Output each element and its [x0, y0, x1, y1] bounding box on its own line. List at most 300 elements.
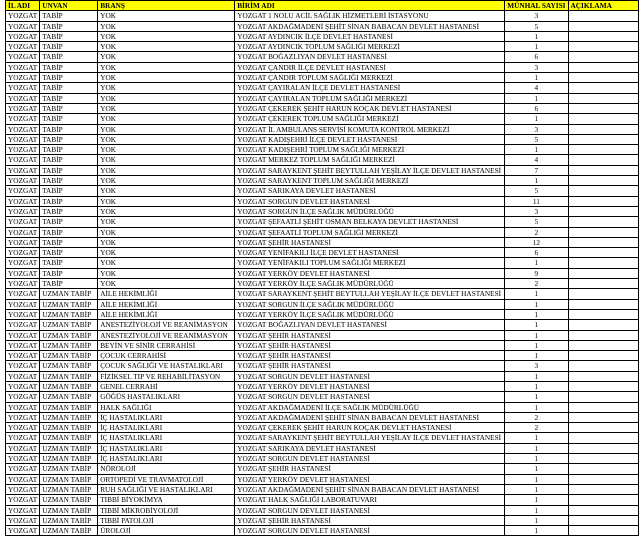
cell-birim-adi: YOZGAT ÇEKEREK ŞEHİT HARUN KOÇAK DEVLET HASTANESİ	[235, 423, 505, 433]
cell-il-adi: YOZGAT	[6, 237, 40, 247]
cell-aciklama	[568, 155, 638, 165]
cell-brans: İÇ HASTALIKLARI	[98, 443, 235, 453]
table-row	[6, 495, 639, 505]
cell-aciklama	[568, 237, 638, 247]
cell-il-adi: YOZGAT	[6, 155, 40, 165]
cell-brans: YOK	[98, 248, 235, 258]
cell-aciklama	[568, 258, 638, 268]
cell-munhal-sayisi: 1	[505, 258, 568, 268]
table-row	[6, 93, 639, 103]
cell-il-adi: YOZGAT	[6, 206, 40, 216]
cell-brans: YOK	[98, 279, 235, 289]
cell-aciklama	[568, 474, 638, 484]
cell-aciklama	[568, 330, 638, 340]
cell-birim-adi: YOZGAT ŞEHİR HASTANESİ	[235, 361, 505, 371]
cell-brans: TIBBİ MİKROBİYOLOJİ	[98, 505, 235, 515]
table-row	[6, 124, 639, 134]
cell-aciklama	[568, 52, 638, 62]
cell-munhal-sayisi: 1	[505, 505, 568, 515]
table-row	[6, 412, 639, 422]
cell-brans: ORTOPEDİ VE TRAVMATOLOJİ	[98, 474, 235, 484]
cell-brans: YOK	[98, 124, 235, 134]
cell-unvan: UZMAN TABİP	[40, 309, 98, 319]
cell-munhal-sayisi: 3	[505, 11, 568, 21]
table-row	[6, 237, 639, 247]
cell-birim-adi: YOZGAT SARAYKENT ŞEHİT BEYTULLAH YEŞİLAY İLÇE DEVLET HASTANESİ	[235, 289, 505, 299]
cell-unvan: TABİP	[40, 83, 98, 93]
cell-munhal-sayisi: 2	[505, 227, 568, 237]
cell-birim-adi: YOZGAT YERKÖY İLÇE SAĞLIK MÜDÜRLÜĞÜ	[235, 279, 505, 289]
table-row	[6, 186, 639, 196]
cell-aciklama	[568, 423, 638, 433]
cell-brans: YOK	[98, 165, 235, 175]
cell-unvan: UZMAN TABİP	[40, 392, 98, 402]
cell-unvan: TABİP	[40, 258, 98, 268]
cell-birim-adi: YOZGAT SARIKAYA DEVLET HASTANESİ	[235, 443, 505, 453]
cell-munhal-sayisi: 3	[505, 361, 568, 371]
table-row	[6, 484, 639, 494]
cell-unvan: UZMAN TABİP	[40, 289, 98, 299]
cell-munhal-sayisi: 1	[505, 73, 568, 83]
cell-unvan: UZMAN TABİP	[40, 299, 98, 309]
cell-birim-adi: YOZGAT SORGUN DEVLET HASTANESİ	[235, 526, 505, 536]
cell-brans: YOK	[98, 196, 235, 206]
cell-munhal-sayisi: 5	[505, 134, 568, 144]
cell-munhal-sayisi: 1	[505, 402, 568, 412]
cell-unvan: UZMAN TABİP	[40, 412, 98, 422]
cell-munhal-sayisi: 1	[505, 299, 568, 309]
cell-munhal-sayisi: 6	[505, 52, 568, 62]
table-row	[6, 505, 639, 515]
cell-il-adi: YOZGAT	[6, 196, 40, 206]
cell-aciklama	[568, 103, 638, 113]
cell-unvan: TABİP	[40, 52, 98, 62]
header-munhal-sayisi: MÜNHAL SAYISI	[505, 1, 568, 11]
cell-il-adi: YOZGAT	[6, 392, 40, 402]
cell-birim-adi: YOZGAT SORGUN İLÇE SAĞLIK MÜDÜRLÜĞÜ	[235, 206, 505, 216]
cell-aciklama	[568, 433, 638, 443]
table-row	[6, 402, 639, 412]
cell-brans: AİLE HEKİMLİĞİ	[98, 309, 235, 319]
cell-unvan: UZMAN TABİP	[40, 371, 98, 381]
cell-unvan: UZMAN TABİP	[40, 526, 98, 536]
cell-munhal-sayisi: 6	[505, 103, 568, 113]
cell-brans: YOK	[98, 206, 235, 216]
cell-brans: YOK	[98, 237, 235, 247]
cell-unvan: TABİP	[40, 62, 98, 72]
cell-munhal-sayisi: 1	[505, 340, 568, 350]
cell-il-adi: YOZGAT	[6, 402, 40, 412]
table-row	[6, 340, 639, 350]
table-row	[6, 165, 639, 175]
cell-birim-adi: YOZGAT ŞEFAATLİ ŞEHİT OSMAN BELKAYA DEVLET HASTANESİ	[235, 217, 505, 227]
cell-unvan: UZMAN TABİP	[40, 443, 98, 453]
cell-aciklama	[568, 392, 638, 402]
cell-aciklama	[568, 340, 638, 350]
cell-brans: YOK	[98, 227, 235, 237]
cell-birim-adi: YOZGAT SORGUN DEVLET HASTANESİ	[235, 454, 505, 464]
cell-munhal-sayisi: 1	[505, 464, 568, 474]
table-row	[6, 299, 639, 309]
cell-unvan: UZMAN TABİP	[40, 515, 98, 525]
cell-unvan: TABİP	[40, 73, 98, 83]
cell-unvan: UZMAN TABİP	[40, 402, 98, 412]
cell-unvan: TABİP	[40, 134, 98, 144]
header-il-adi: İL ADI	[6, 1, 40, 11]
cell-birim-adi: YOZGAT SORGUN DEVLET HASTANESİ	[235, 196, 505, 206]
cell-aciklama	[568, 73, 638, 83]
cell-birim-adi: YOZGAT MERKEZ TOPLUM SAĞLIĞI MERKEZİ	[235, 155, 505, 165]
cell-brans: YOK	[98, 42, 235, 52]
cell-il-adi: YOZGAT	[6, 320, 40, 330]
cell-il-adi: YOZGAT	[6, 505, 40, 515]
cell-brans: YOK	[98, 83, 235, 93]
cell-munhal-sayisi: 5	[505, 217, 568, 227]
cell-munhal-sayisi: 4	[505, 155, 568, 165]
cell-munhal-sayisi: 2	[505, 279, 568, 289]
cell-il-adi: YOZGAT	[6, 454, 40, 464]
table-row	[6, 258, 639, 268]
cell-il-adi: YOZGAT	[6, 423, 40, 433]
table-row	[6, 361, 639, 371]
table-row	[6, 351, 639, 361]
cell-brans: YOK	[98, 114, 235, 124]
cell-il-adi: YOZGAT	[6, 361, 40, 371]
cell-birim-adi: YOZGAT 1 NOLU ACİL SAĞLIK HİZMETLERİ İSTASYONU	[235, 11, 505, 21]
cell-unvan: TABİP	[40, 176, 98, 186]
cell-birim-adi: YOZGAT AKDAĞMADENİ İLÇE SAĞLIK MÜDÜRLÜĞÜ	[235, 402, 505, 412]
cell-aciklama	[568, 31, 638, 41]
table-row	[6, 330, 639, 340]
cell-birim-adi: YOZGAT ŞEHİR HASTANESİ	[235, 351, 505, 361]
cell-brans: TIBBİ PATOLOJİ	[98, 515, 235, 525]
cell-il-adi: YOZGAT	[6, 289, 40, 299]
cell-unvan: UZMAN TABİP	[40, 433, 98, 443]
header-row	[6, 1, 639, 11]
cell-il-adi: YOZGAT	[6, 258, 40, 268]
cell-birim-adi: YOZGAT ŞEHİR HASTANESİ	[235, 464, 505, 474]
table-row	[6, 454, 639, 464]
cell-il-adi: YOZGAT	[6, 309, 40, 319]
cell-aciklama	[568, 495, 638, 505]
cell-il-adi: YOZGAT	[6, 495, 40, 505]
cell-brans: YOK	[98, 93, 235, 103]
cell-brans: YOK	[98, 258, 235, 268]
cell-brans: ÇOCUK SAĞLIĞI VE HASTALIKLARI	[98, 361, 235, 371]
cell-munhal-sayisi: 6	[505, 248, 568, 258]
cell-munhal-sayisi: 1	[505, 392, 568, 402]
cell-birim-adi: YOZGAT ŞEHİR HASTANESİ	[235, 330, 505, 340]
cell-brans: İÇ HASTALIKLARI	[98, 423, 235, 433]
table-row	[6, 371, 639, 381]
cell-munhal-sayisi: 1	[505, 114, 568, 124]
cell-brans: İÇ HASTALIKLARI	[98, 412, 235, 422]
cell-birim-adi: YOZGAT YENİFAKILI İLÇE DEVLET HASTANESİ	[235, 248, 505, 258]
cell-unvan: UZMAN TABİP	[40, 351, 98, 361]
cell-il-adi: YOZGAT	[6, 279, 40, 289]
table-row	[6, 443, 639, 453]
table-row	[6, 103, 639, 113]
cell-unvan: TABİP	[40, 279, 98, 289]
table-row	[6, 309, 639, 319]
table-row	[6, 217, 639, 227]
cell-munhal-sayisi: 1	[505, 320, 568, 330]
cell-unvan: TABİP	[40, 206, 98, 216]
cell-unvan: UZMAN TABİP	[40, 340, 98, 350]
cell-il-adi: YOZGAT	[6, 526, 40, 536]
cell-aciklama	[568, 93, 638, 103]
cell-munhal-sayisi: 4	[505, 83, 568, 93]
cell-brans: ÇOCUK CERRAHİSİ	[98, 351, 235, 361]
cell-munhal-sayisi: 1	[505, 433, 568, 443]
cell-brans: YOK	[98, 155, 235, 165]
cell-birim-adi: YOZGAT ÇANDIR TOPLUM SAĞLIĞI MERKEZİ	[235, 73, 505, 83]
cell-unvan: UZMAN TABİP	[40, 361, 98, 371]
cell-munhal-sayisi: 1	[505, 495, 568, 505]
cell-unvan: TABİP	[40, 114, 98, 124]
cell-il-adi: YOZGAT	[6, 42, 40, 52]
cell-il-adi: YOZGAT	[6, 165, 40, 175]
table-row	[6, 289, 639, 299]
cell-brans: YOK	[98, 145, 235, 155]
cell-birim-adi: YOZGAT ŞEHİR HASTANESİ	[235, 237, 505, 247]
cell-munhal-sayisi: 2	[505, 412, 568, 422]
cell-birim-adi: YOZGAT YERKÖY DEVLET HASTANESİ	[235, 474, 505, 484]
cell-brans: GÖĞÜS HASTALIKLARI	[98, 392, 235, 402]
cell-unvan: UZMAN TABİP	[40, 484, 98, 494]
cell-birim-adi: YOZGAT İL AMBULANS SERVİSİ KOMUTA KONTROL MERKEZİ	[235, 124, 505, 134]
cell-brans: ANESTEZİYOLOJİ VE REANİMASYON	[98, 330, 235, 340]
cell-munhal-sayisi: 1	[505, 526, 568, 536]
cell-birim-adi: YOZGAT SARAYKENT TOPLUM SAĞLIĞI MERKEZİ	[235, 176, 505, 186]
cell-brans: RUH SAĞLIĞI VE HASTALIKLARI	[98, 484, 235, 494]
cell-munhal-sayisi: 1	[505, 371, 568, 381]
cell-munhal-sayisi: 1	[505, 515, 568, 525]
cell-munhal-sayisi: 3	[505, 124, 568, 134]
cell-birim-adi: YOZGAT AYDINCIK İLÇE DEVLET HASTANESİ	[235, 31, 505, 41]
table-row	[6, 248, 639, 258]
cell-birim-adi: YOZGAT AKDAĞMADENİ ŞEHİT SİNAN BABACAN DEVLET HASTANESİ	[235, 484, 505, 494]
cell-munhal-sayisi: 7	[505, 165, 568, 175]
cell-aciklama	[568, 196, 638, 206]
cell-munhal-sayisi: 1	[505, 309, 568, 319]
cell-munhal-sayisi: 5	[505, 186, 568, 196]
cell-birim-adi: YOZGAT BOĞAZLIYAN DEVLET HASTANESİ	[235, 52, 505, 62]
header-brans: BRANŞ	[98, 1, 235, 11]
cell-il-adi: YOZGAT	[6, 515, 40, 525]
table-row	[6, 52, 639, 62]
cell-birim-adi: YOZGAT BOĞAZLIYAN DEVLET HASTANESİ	[235, 320, 505, 330]
cell-il-adi: YOZGAT	[6, 412, 40, 422]
cell-unvan: TABİP	[40, 93, 98, 103]
cell-il-adi: YOZGAT	[6, 464, 40, 474]
cell-brans: YOK	[98, 268, 235, 278]
cell-brans: TIBBİ BİYOKİMYA	[98, 495, 235, 505]
cell-il-adi: YOZGAT	[6, 248, 40, 258]
table-row	[6, 433, 639, 443]
cell-aciklama	[568, 124, 638, 134]
cell-birim-adi: YOZGAT SARAYKENT ŞEHİT BEYTULLAH YEŞİLAY İLÇE DEVLET HASTANESİ	[235, 433, 505, 443]
cell-munhal-sayisi: 1	[505, 93, 568, 103]
cell-il-adi: YOZGAT	[6, 62, 40, 72]
cell-unvan: TABİP	[40, 42, 98, 52]
cell-unvan: TABİP	[40, 31, 98, 41]
cell-birim-adi: YOZGAT SARIKAYA DEVLET HASTANESİ	[235, 186, 505, 196]
cell-unvan: TABİP	[40, 196, 98, 206]
cell-brans: YOK	[98, 176, 235, 186]
cell-aciklama	[568, 11, 638, 21]
cell-munhal-sayisi: 5	[505, 21, 568, 31]
cell-il-adi: YOZGAT	[6, 21, 40, 31]
cell-il-adi: YOZGAT	[6, 134, 40, 144]
table-row	[6, 42, 639, 52]
cell-brans: YOK	[98, 11, 235, 21]
cell-unvan: TABİP	[40, 103, 98, 113]
cell-unvan: UZMAN TABİP	[40, 320, 98, 330]
cell-unvan: UZMAN TABİP	[40, 423, 98, 433]
cell-aciklama	[568, 309, 638, 319]
cell-brans: YOK	[98, 62, 235, 72]
cell-birim-adi: YOZGAT ÇEKEREK TOPLUM SAĞLIĞI MERKEZİ	[235, 114, 505, 124]
cell-birim-adi: YOZGAT YERKÖY DEVLET HASTANESİ	[235, 268, 505, 278]
cell-il-adi: YOZGAT	[6, 176, 40, 186]
table-row	[6, 268, 639, 278]
cell-unvan: UZMAN TABİP	[40, 381, 98, 391]
cell-aciklama	[568, 464, 638, 474]
cell-munhal-sayisi: 12	[505, 237, 568, 247]
cell-munhal-sayisi: 1	[505, 351, 568, 361]
cell-aciklama	[568, 206, 638, 216]
cell-aciklama	[568, 279, 638, 289]
cell-unvan: UZMAN TABİP	[40, 505, 98, 515]
cell-unvan: TABİP	[40, 268, 98, 278]
cell-brans: AİLE HEKİMLİĞİ	[98, 289, 235, 299]
table-row	[6, 134, 639, 144]
cell-il-adi: YOZGAT	[6, 371, 40, 381]
cell-brans: YOK	[98, 217, 235, 227]
table-row	[6, 526, 639, 536]
cell-aciklama	[568, 268, 638, 278]
cell-birim-adi: YOZGAT SORGUN DEVLET HASTANESİ	[235, 505, 505, 515]
cell-unvan: TABİP	[40, 124, 98, 134]
cell-birim-adi: YOZGAT AKDAĞMADENİ ŞEHİT SİNAN BABACAN DEVLET HASTANESİ	[235, 412, 505, 422]
table-row	[6, 464, 639, 474]
cell-munhal-sayisi: 9	[505, 268, 568, 278]
cell-il-adi: YOZGAT	[6, 124, 40, 134]
header-aciklama: AÇIKLAMA	[568, 1, 638, 11]
cell-il-adi: YOZGAT	[6, 443, 40, 453]
cell-munhal-sayisi: 3	[505, 206, 568, 216]
cell-unvan: UZMAN TABİP	[40, 464, 98, 474]
cell-birim-adi: YOZGAT ÇAYIRALAN TOPLUM SAĞLIĞI MERKEZİ	[235, 93, 505, 103]
cell-il-adi: YOZGAT	[6, 227, 40, 237]
table-row	[6, 423, 639, 433]
table-row	[6, 320, 639, 330]
cell-birim-adi: YOZGAT AYDINCIK TOPLUM SAĞLIĞI MERKEZİ	[235, 42, 505, 52]
cell-unvan: TABİP	[40, 217, 98, 227]
cell-il-adi: YOZGAT	[6, 114, 40, 124]
cell-brans: YOK	[98, 21, 235, 31]
cell-brans: YOK	[98, 73, 235, 83]
cell-brans: YOK	[98, 134, 235, 144]
header-unvan: UNVAN	[40, 1, 98, 11]
cell-unvan: TABİP	[40, 145, 98, 155]
cell-aciklama	[568, 526, 638, 536]
cell-aciklama	[568, 361, 638, 371]
cell-brans: ÜROLOJİ	[98, 526, 235, 536]
cell-il-adi: YOZGAT	[6, 93, 40, 103]
cell-il-adi: YOZGAT	[6, 433, 40, 443]
cell-munhal-sayisi: 1	[505, 454, 568, 464]
cell-il-adi: YOZGAT	[6, 299, 40, 309]
cell-aciklama	[568, 454, 638, 464]
cell-unvan: UZMAN TABİP	[40, 454, 98, 464]
cell-aciklama	[568, 83, 638, 93]
cell-munhal-sayisi: 1	[505, 443, 568, 453]
cell-aciklama	[568, 145, 638, 155]
cell-il-adi: YOZGAT	[6, 103, 40, 113]
cell-munhal-sayisi: 1	[505, 176, 568, 186]
cell-munhal-sayisi: 11	[505, 196, 568, 206]
cell-brans: YOK	[98, 52, 235, 62]
cell-brans: İÇ HASTALIKLARI	[98, 454, 235, 464]
cell-il-adi: YOZGAT	[6, 11, 40, 21]
cell-munhal-sayisi: 1	[505, 31, 568, 41]
cell-unvan: UZMAN TABİP	[40, 474, 98, 484]
cell-aciklama	[568, 505, 638, 515]
cell-aciklama	[568, 320, 638, 330]
table-row	[6, 83, 639, 93]
cell-brans: YOK	[98, 31, 235, 41]
cell-aciklama	[568, 248, 638, 258]
cell-munhal-sayisi: 1	[505, 330, 568, 340]
table-row	[6, 515, 639, 525]
cell-birim-adi: YOZGAT ÇAYIRALAN İLÇE DEVLET HASTANESİ	[235, 83, 505, 93]
cell-unvan: TABİP	[40, 21, 98, 31]
table-row	[6, 114, 639, 124]
cell-birim-adi: YOZGAT KADIŞEHRİ İLÇE DEVLET HASTANESİ	[235, 134, 505, 144]
cell-munhal-sayisi: 1	[505, 381, 568, 391]
cell-birim-adi: YOZGAT YERKÖY DEVLET HASTANESİ	[235, 381, 505, 391]
cell-brans: AİLE HEKİMLİĞİ	[98, 299, 235, 309]
cell-il-adi: YOZGAT	[6, 340, 40, 350]
cell-il-adi: YOZGAT	[6, 351, 40, 361]
cell-il-adi: YOZGAT	[6, 73, 40, 83]
cell-aciklama	[568, 351, 638, 361]
cell-unvan: TABİP	[40, 165, 98, 175]
cell-aciklama	[568, 21, 638, 31]
cell-birim-adi: YOZGAT ÇEKEREK ŞEHİT HARUN KOÇAK DEVLET HASTANESİ	[235, 103, 505, 113]
cell-unvan: UZMAN TABİP	[40, 330, 98, 340]
cell-brans: YOK	[98, 186, 235, 196]
cell-aciklama	[568, 217, 638, 227]
cell-birim-adi: YOZGAT ŞEFAATLİ TOPLUM SAĞLIĞI MERKEZİ	[235, 227, 505, 237]
cell-aciklama	[568, 371, 638, 381]
cell-aciklama	[568, 412, 638, 422]
cell-il-adi: YOZGAT	[6, 268, 40, 278]
cell-il-adi: YOZGAT	[6, 31, 40, 41]
cell-aciklama	[568, 176, 638, 186]
cell-unvan: TABİP	[40, 248, 98, 258]
table-row	[6, 21, 639, 31]
cell-il-adi: YOZGAT	[6, 186, 40, 196]
cell-aciklama	[568, 484, 638, 494]
table-row	[6, 31, 639, 41]
cell-birim-adi: YOZGAT ÇANDIR İLÇE DEVLET HASTANESİ	[235, 62, 505, 72]
cell-aciklama	[568, 515, 638, 525]
table-row	[6, 206, 639, 216]
cell-munhal-sayisi: 1	[505, 145, 568, 155]
